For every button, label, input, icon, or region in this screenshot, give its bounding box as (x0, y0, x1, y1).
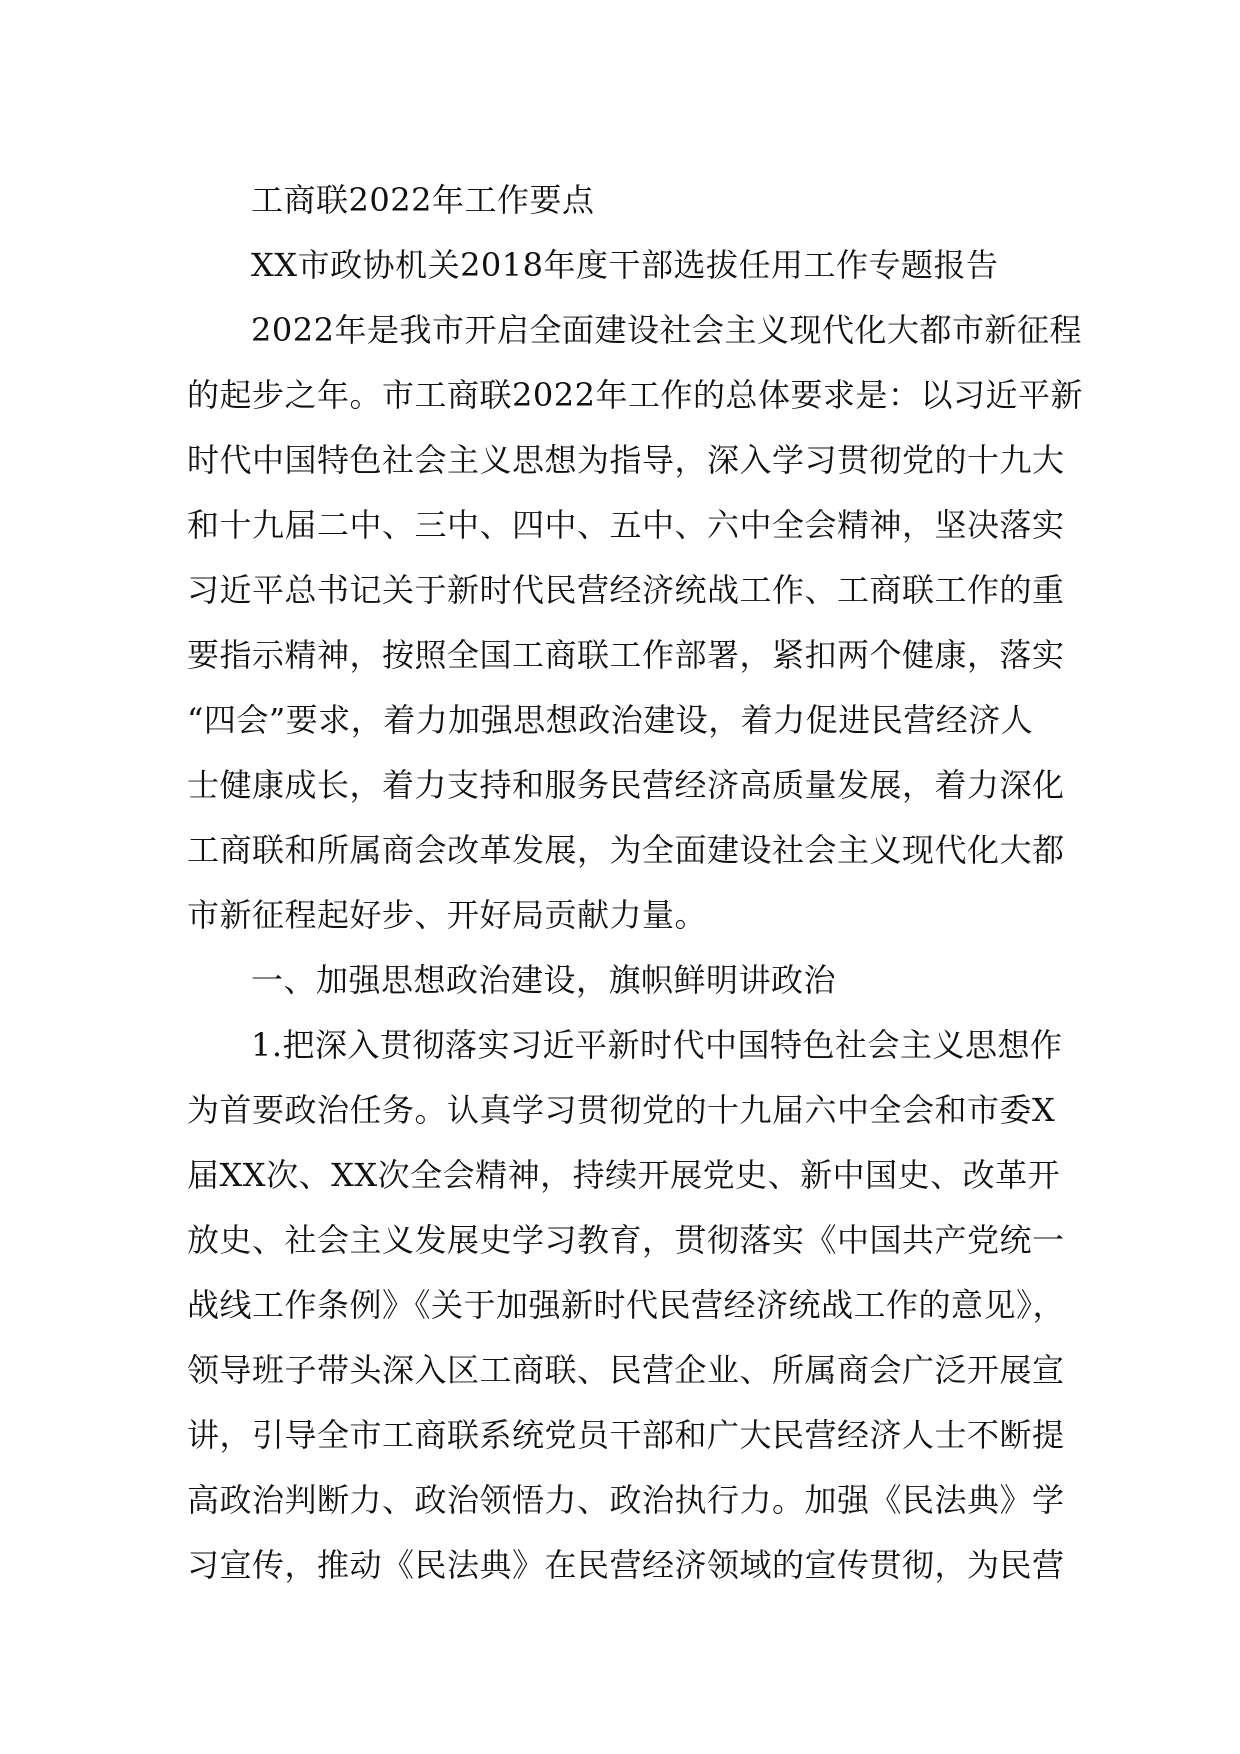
section-heading: 一、加强思想政治建设，旗帜鲜明讲政治 (251, 961, 837, 999)
paragraph-line: 要指示精神，按照全国工商联工作部署，紧扣两个健康，落实 (187, 636, 1065, 674)
paragraph-line: 士健康成长，着力支持和服务民营经济高质量发展，着力深化 (187, 766, 1065, 804)
paragraph-line: 习宣传，推动《民法典》在民营经济领域的宣传贯彻，为民营 (187, 1546, 1065, 1584)
paragraph-line: 和十九届二中、三中、四中、五中、六中全会精神，坚决落实 (187, 506, 1065, 544)
paragraph-line: 讲，引导全市工商联系统党员干部和广大民营经济人士不断提 (187, 1416, 1065, 1454)
paragraph-line: “四会”要求，着力加强思想政治建设，着力促进民营经济人 (187, 701, 1034, 739)
paragraph-line: 高政治判断力、政治领悟力、政治执行力。加强《民法典》学 (187, 1481, 1065, 1519)
paragraph-line: 放史、社会主义发展史学习教育，贯彻落实《中国共产党统一 (187, 1221, 1065, 1259)
paragraph-line: 2022年是我市开启全面建设社会主义现代化大都市新征程 (251, 311, 1082, 349)
paragraph-line: 工商联和所属商会改革发展，为全面建设社会主义现代化大都 (187, 831, 1065, 869)
paragraph-line: 届XX次、XX次全会精神，持续开展党史、新中国史、改革开 (187, 1156, 1061, 1194)
document-subtitle: XX市政协机关2018年度干部选拔任用工作专题报告 (251, 246, 999, 284)
paragraph-line: 习近平总书记关于新时代民营经济统战工作、工商联工作的重 (187, 571, 1065, 609)
paragraph-line: 战线工作条例》《关于加强新时代民营经济统战工作的意见》， (187, 1286, 1066, 1324)
paragraph-line: 为首要政治任务。认真学习贯彻党的十九届六中全会和市委X (187, 1091, 1056, 1129)
document-body (187, 168, 1083, 1598)
paragraph-line: 时代中国特色社会主义思想为指导，深入学习贯彻党的十九大 (187, 441, 1065, 479)
document-title: 工商联2022年工作要点 (251, 181, 595, 219)
paragraph-line: 1.把深入贯彻落实习近平新时代中国特色社会主义思想作 (251, 1026, 1063, 1064)
paragraph-line: 领导班子带头深入区工商联、民营企业、所属商会广泛开展宣 (187, 1351, 1065, 1389)
paragraph-line: 的起步之年。市工商联2022年工作的总体要求是：以习近平新 (187, 376, 1083, 414)
paragraph-line: 市新征程起好步、开好局贡献力量。 (187, 896, 708, 934)
